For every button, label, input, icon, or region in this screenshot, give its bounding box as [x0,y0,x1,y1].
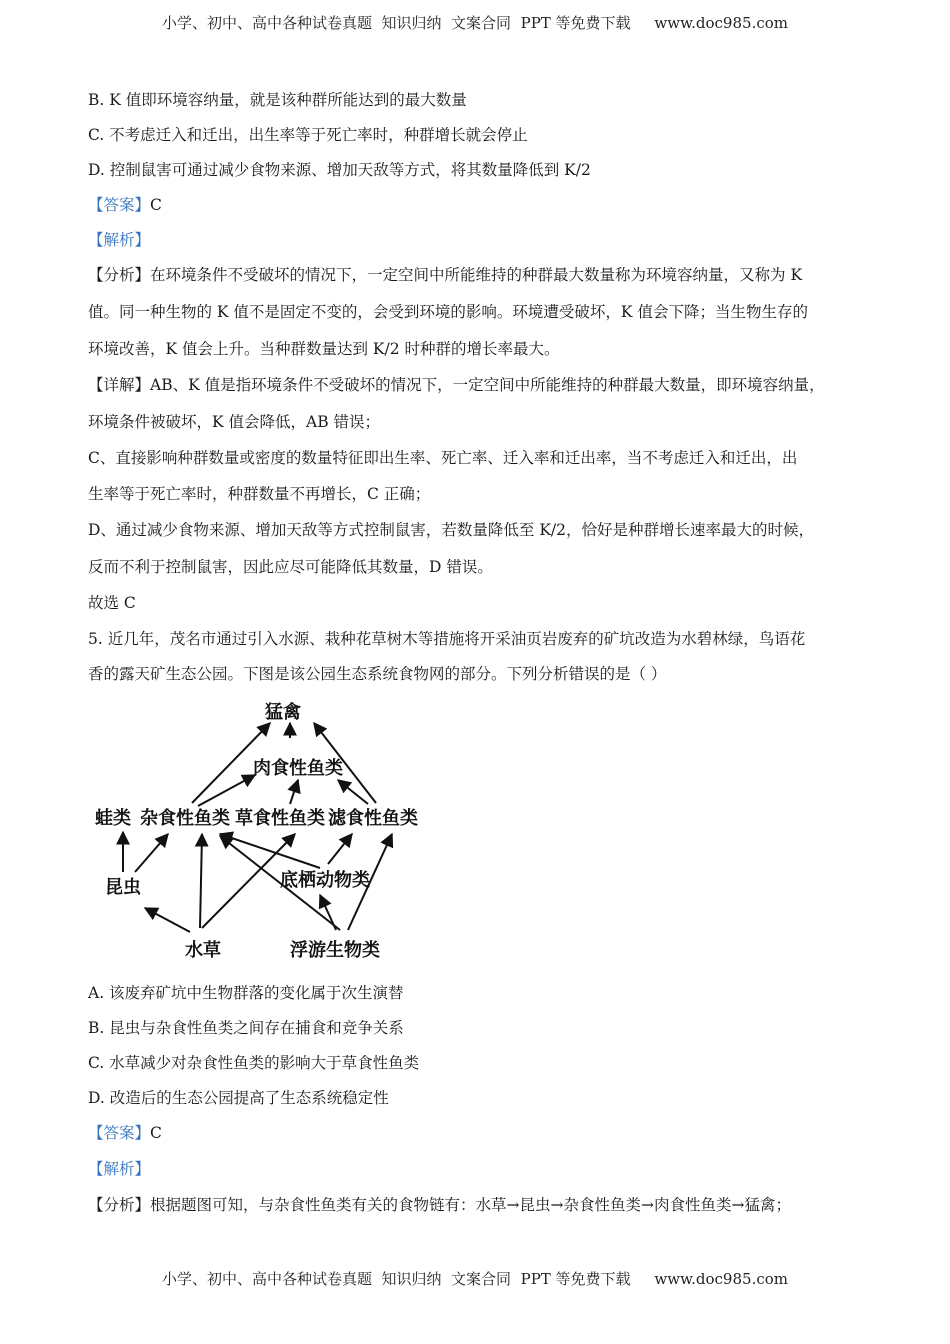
q4-option-d: D. 控制鼠害可通过减少食物来源、增加天敌等方式，将其数量降低到 K/2 [88,161,591,179]
q4-analysis-tag [88,229,878,251]
q4-xiangjie-line-3: C、直接影响种群数量或密度的数量特征即出生率、死亡率、迁入率和迁出率，当不考虑迁入和迁出，出 [88,449,798,467]
node-frog: 蛙类 [95,808,131,829]
node-carnivore: 肉食性鱼类 [253,758,343,779]
page-footer: 小学、初中、高中各种试卷真题 知识归纳 文案合同 PPT 等免费下载 www.doc985.com [161,1270,788,1288]
q4-xiangjie-line-1 [88,374,878,396]
q4-xiangjie-line-5: D、通过减少食物来源、增加天敌等方式控制鼠害，若数量降低至 K/2，恰好是种群增长速率最大的时候， [88,521,815,539]
fenxi-tag: 【分析】 [88,1196,151,1214]
answer-value: C [150,1124,162,1142]
answer-tag: 【答案】 [88,196,151,214]
q5-stem-line-2: 香的露天矿生态公园。下图是该公园生态系统食物网的部分。下列分析错误的是（ ） [88,665,667,683]
arrow-herbivore-carnivore [290,780,298,804]
q5-option-a: A. 该废弃矿坑中生物群落的变化属于次生演替 [88,984,404,1002]
answer-value: C [150,196,162,214]
q4-fenxi-line-3: 环境改善，K 值会上升。当种群数量达到 K/2 时种群的增长率最大。 [88,340,560,358]
arrow-waterweed-insect [145,908,190,932]
q5-option-b: B. 昆虫与杂食性鱼类之间存在捕食和竞争关系 [88,1019,404,1037]
q4-conclusion: 故选 C [88,594,136,612]
node-raptor: 猛禽 [265,702,301,723]
q4-xiangjie-line-4: 生率等于死亡率时，种群数量不再增长，C 正确； [88,485,431,503]
analysis-tag: 【解析】 [88,231,151,249]
arrow-waterweed-omnivore [200,834,202,928]
arrow-filter-carnivore [338,780,368,804]
node-herbivore: 草食性鱼类 [235,808,325,829]
node-benthic: 底栖动物类 [280,870,370,891]
arrow-omnivore-carnivore [198,775,255,806]
q5-option-c: C. 水草减少对杂食性鱼类的影响大于草食性鱼类 [88,1054,420,1072]
node-plankton: 浮游生物类 [290,940,380,961]
answer-tag: 【答案】 [88,1124,151,1142]
q5-option-d: D. 改造后的生态公园提高了生态系统稳定性 [88,1089,389,1107]
q4-xiangjie-line-6: 反而不利于控制鼠害，因此应尽可能降低其数量，D 错误。 [88,558,493,576]
xiangjie-tag: 【详解】 [88,376,151,394]
q4-option-b: B. K 值即环境容纳量，就是该种群所能达到的最大数量 [88,91,467,109]
q4-fenxi-line-2: 值。同一种生物的 K 值不是固定不变的，会受到环境的影响。环境遭受破坏，K 值会下降；当生物生存的 [88,303,808,321]
food-web-diagram [90,700,430,970]
q4-xiangjie-line-2: 环境条件被破坏，K 值会降低，AB 错误； [88,413,381,431]
node-insect: 昆虫 [105,877,141,898]
page-header: 小学、初中、高中各种试卷真题 知识归纳 文案合同 PPT 等免费下载 www.doc985.com [161,14,788,32]
node-filter: 滤食性鱼类 [328,808,418,829]
q5-fenxi-line-1 [88,1194,878,1216]
q4-answer [88,194,878,216]
arrow-benthic-filter [328,834,352,864]
arrow-insect-omnivore [135,834,168,872]
analysis-tag: 【解析】 [88,1160,151,1178]
fenxi-text: 在环境条件不受破坏的情况下，一定空间中所能维持的种群最大数量称为环境容纳量，又称为 K [150,266,803,284]
q5-stem-line-1: 5. 近几年，茂名市通过引入水源、栽种花草树木等措施将开采油页岩废弃的矿坑改造为水碧林绿，鸟语花 [88,630,806,648]
q4-option-c: C. 不考虑迁入和迁出，出生率等于死亡率时，种群增长就会停止 [88,126,528,144]
xiangjie-text: AB、K 值是指环境条件不受破坏的情况下，一定空间中所能维持的种群最大数量，即环境容纳量， [150,376,825,394]
fenxi-tag: 【分析】 [88,266,151,284]
node-waterweed: 水草 [185,940,221,961]
q5-answer [88,1122,878,1144]
node-omnivore: 杂食性鱼类 [140,808,230,829]
fenxi-text: 根据题图可知，与杂食性鱼类有关的食物链有：水草→昆虫→杂食性鱼类→肉食性鱼类→猛禽； [150,1196,791,1214]
q4-fenxi-line-1 [88,264,878,286]
arrow-benthic-omnivore [220,834,320,868]
q5-analysis-tag [88,1158,878,1180]
